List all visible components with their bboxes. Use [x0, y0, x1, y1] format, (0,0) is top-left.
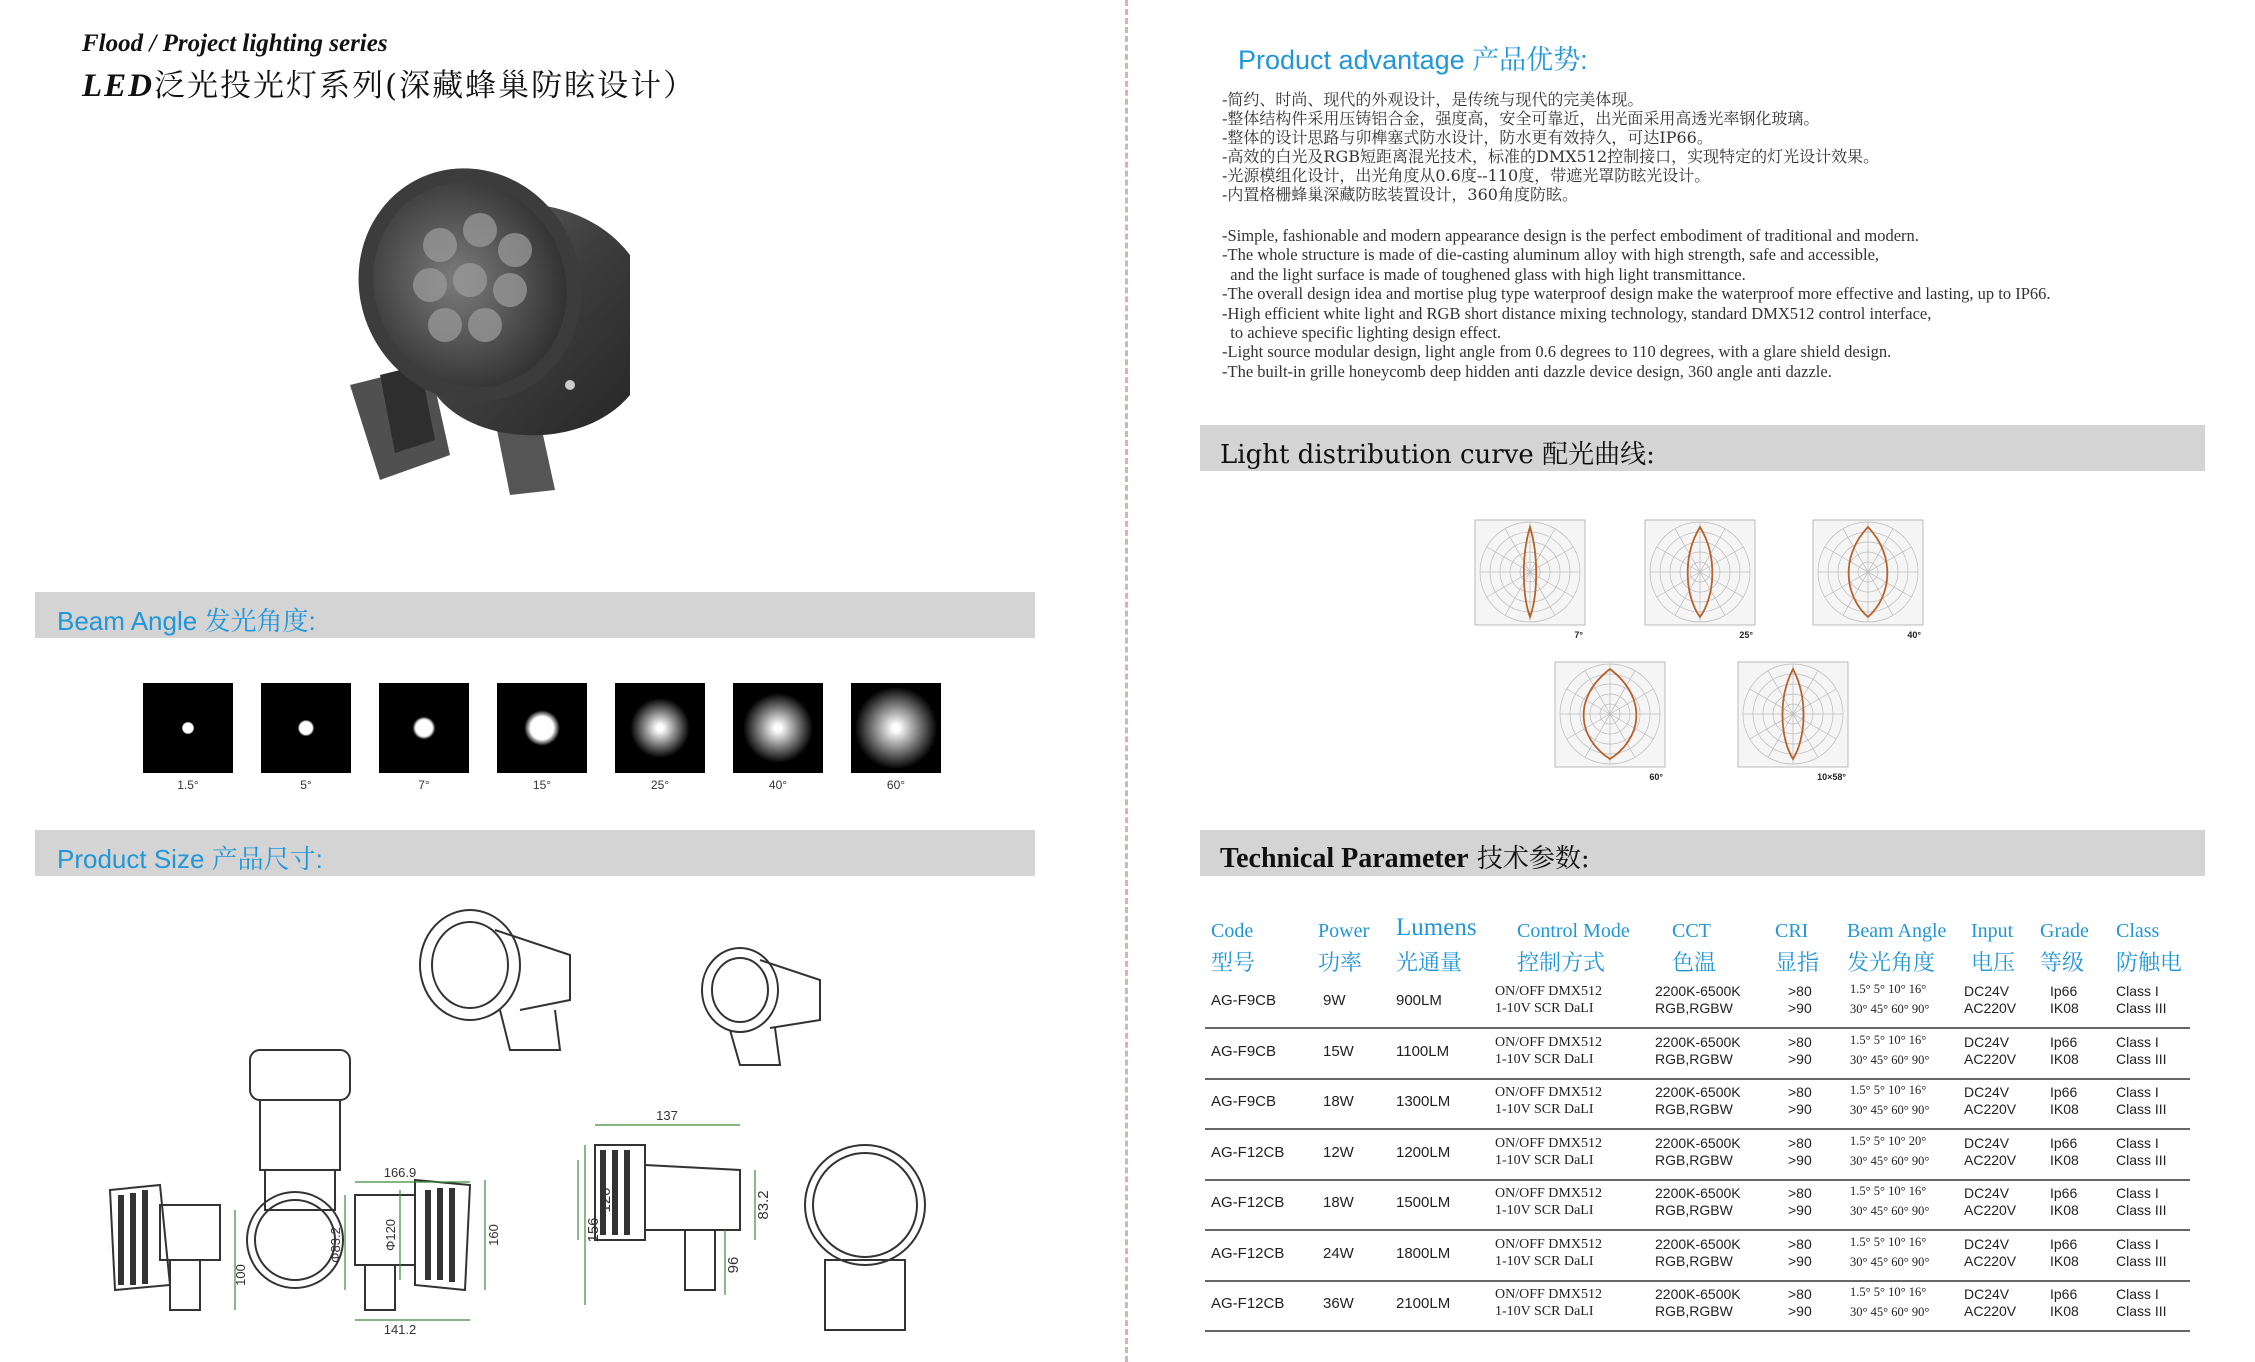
table-header-cn: 光通量	[1396, 951, 1463, 976]
cell-cri-2: >90	[1788, 1252, 1812, 1269]
cell-grade-2: IK08	[2050, 1101, 2079, 1117]
cell-class-1: Class I	[2116, 983, 2159, 999]
cell-beam-1: 1.5° 5° 10° 16°	[1850, 1184, 1927, 1198]
polar-curve-4	[1728, 652, 1858, 787]
cell-cct-1: 2200K-6500K	[1655, 1235, 1741, 1252]
polar-curve-label: 7°	[1574, 630, 1583, 640]
cell-control-2: 1-10V SCR DaLI	[1495, 1001, 1594, 1016]
beam-sample-label: 25°	[650, 778, 670, 792]
cell-input-1: DC24V	[1964, 1084, 2010, 1100]
beam-sample-0	[143, 683, 233, 773]
cell-cri-2: >90	[1788, 1151, 1812, 1168]
cell-cri-2: >90	[1788, 1202, 1812, 1218]
cell-input-1: DC24V	[1964, 1033, 2010, 1050]
product-size-title	[57, 839, 323, 876]
cell-grade-1: Ip66	[2050, 1033, 2078, 1050]
beam-sample-label: 1.5°	[177, 778, 199, 792]
cell-beam-1: 1.5° 5° 10° 16°	[1850, 1032, 1927, 1047]
cell-input-1: DC24V	[1964, 1185, 2010, 1201]
beam-sample-5	[733, 683, 823, 773]
advantage-cn-item: -整体结构件采用压铸铝合金，强度高，安全可靠近，出光面采用高透光率钢化玻璃。	[1222, 109, 1820, 128]
cell-power: 36W	[1323, 1295, 1354, 1312]
cell-lumens: 1300LM	[1396, 1093, 1451, 1110]
cell-class-2: Class III	[2116, 1101, 2167, 1117]
cell-beam-2: 30° 45° 60° 90°	[1850, 1254, 1930, 1269]
cell-cri-1: >80	[1788, 1185, 1812, 1201]
table-header-en: CRI	[1775, 920, 1809, 942]
cell-lumens: 1100LM	[1396, 1042, 1450, 1060]
advantage-en-item: to achieve specific lighting design effect.	[1222, 323, 1502, 343]
cell-power: 18W	[1323, 1093, 1354, 1110]
table-header-cn: 色温	[1672, 951, 1717, 976]
dim-phi-83-2: Φ83.2	[328, 1227, 343, 1263]
cell-lumens: 2100LM	[1396, 1295, 1451, 1312]
cell-control-1: ON/OFF DMX512	[1495, 1034, 1602, 1050]
advantage-cn-item: -光源模组化设计，出光角度从0.6度--110度，带遮光罩防眩光设计。	[1222, 166, 1711, 185]
beam-angle-title	[57, 601, 316, 638]
cell-input-1: DC24V	[1964, 1286, 2010, 1302]
dim-137: 137	[656, 1108, 678, 1123]
polar-curve-2	[1803, 510, 1933, 645]
dim-83-2: 83.2	[755, 1190, 772, 1220]
cell-class-2: Class III	[2116, 1050, 2167, 1067]
polar-curve-label: 40°	[1907, 630, 1921, 640]
cell-input-1: DC24V	[1964, 1134, 2010, 1151]
series-title-cn-text: 泛光投光灯系列(深藏蜂巢防眩设计）	[154, 68, 697, 104]
cell-control-1: ON/OFF DMX512	[1495, 984, 1602, 999]
cell-input-1: DC24V	[1964, 983, 2010, 999]
light-distribution-title-cn: 配光曲线:	[1542, 440, 1655, 470]
advantage-title-en: Product advantage	[1238, 45, 1465, 75]
cell-code: AG-F12CB	[1211, 1194, 1285, 1211]
advantage-en-item: -Light source modular design, light angle from 0.6 degrees to 110 degrees, with a glare shield design.	[1222, 342, 1892, 362]
cell-cri-1: >80	[1788, 1134, 1812, 1151]
beam-angle-title-en: Beam Angle	[57, 606, 198, 636]
cell-grade-2: IK08	[2050, 1303, 2079, 1319]
cell-cct-1: 2200K-6500K	[1655, 1185, 1741, 1201]
table-header-cn: 电压	[1971, 951, 2016, 976]
cell-cct-1: 2200K-6500K	[1655, 983, 1741, 999]
cell-cct-1: 2200K-6500K	[1655, 1286, 1741, 1302]
advantage-en-item: -Simple, fashionable and modern appearance design is the perfect embodiment of traditional and modern.	[1222, 226, 1919, 245]
cell-control-2: 1-10V SCR DaLI	[1495, 1051, 1594, 1067]
beam-angle-title-cn: 发光角度:	[204, 606, 316, 636]
cell-grade-1: Ip66	[2050, 983, 2078, 999]
table-header-en: Class	[2116, 920, 2160, 942]
product-size-title-cn: 产品尺寸:	[211, 844, 323, 874]
dim-166-9: 166.9	[383, 1165, 417, 1180]
cell-class-1: Class I	[2116, 1033, 2159, 1050]
cell-lumens: 1500LM	[1396, 1194, 1451, 1211]
advantage-en-item: -The built-in grille honeycomb deep hidden anti dazzle device design, 360 angle anti dazzle.	[1222, 361, 1832, 381]
cell-cri-2: >90	[1788, 1101, 1812, 1117]
series-title-en: Flood / Project lighting series	[82, 30, 388, 57]
advantage-title-cn: 产品优势:	[1472, 45, 1588, 75]
cell-beam-2: 30° 45° 60° 90°	[1850, 1153, 1930, 1168]
cell-cri-1: >80	[1788, 1084, 1812, 1100]
cell-cct-2: RGB,RGBW	[1655, 1151, 1733, 1168]
technical-parameter-title	[1220, 838, 1590, 875]
cell-code: AG-F9CB	[1211, 1042, 1277, 1060]
cell-grade-1: Ip66	[2050, 1235, 2078, 1252]
cell-class-2: Class III	[2116, 1252, 2167, 1269]
dim-160: 160	[486, 1224, 501, 1246]
table-header-en: CCT	[1672, 920, 1711, 942]
cell-class-1: Class I	[2116, 1286, 2159, 1302]
cell-class-1: Class I	[2116, 1084, 2159, 1100]
cell-cri-1: >80	[1788, 1286, 1812, 1302]
table-header-cn: 发光角度	[1847, 951, 1936, 976]
advantage-cn-item: -整体的设计思路与卯榫塞式防水设计，防水更有效持久，可达IP66。	[1222, 128, 1713, 147]
cell-grade-1: Ip66	[2050, 1134, 2078, 1151]
advantage-cn-item: -内置格栅蜂巢深藏防眩装置设计，360角度防眩。	[1222, 185, 1578, 204]
cell-class-1: Class I	[2116, 1134, 2159, 1151]
table-header-en: Control Mode	[1517, 920, 1630, 942]
product-size-drawings	[100, 900, 1040, 1345]
cell-grade-2: IK08	[2050, 1202, 2079, 1218]
beam-sample-label: 7°	[418, 778, 430, 792]
table-header-en: Input	[1971, 920, 2014, 942]
cell-input-2: AC220V	[1964, 1252, 2017, 1269]
cell-control-2: 1-10V SCR DaLI	[1495, 1304, 1594, 1319]
page-divider	[1125, 0, 1128, 1362]
cell-lumens: 1200LM	[1396, 1143, 1451, 1161]
technical-parameter-title-cn: 技术参数:	[1476, 844, 1590, 874]
advantage-en-item: -The whole structure is made of die-casting aluminum alloy with high strength, safe and accessible,	[1222, 245, 1880, 265]
series-title-cn	[82, 60, 696, 105]
dim-phi-120: Φ120	[383, 1218, 398, 1252]
cell-cct-2: RGB,RGBW	[1655, 1101, 1733, 1117]
cell-power: 24W	[1323, 1244, 1354, 1262]
cell-control-2: 1-10V SCR DaLI	[1495, 1203, 1594, 1218]
table-header-en: Grade	[2040, 920, 2089, 942]
polar-curve-label: 60°	[1649, 772, 1663, 782]
cell-control-1: ON/OFF DMX512	[1495, 1085, 1602, 1100]
table-header-cn: 防触电	[2116, 951, 2183, 976]
advantage-title	[1238, 38, 1588, 77]
cell-beam-2: 30° 45° 60° 90°	[1850, 1305, 1930, 1319]
beam-sample-6	[851, 683, 941, 773]
cell-lumens: 900LM	[1396, 992, 1442, 1009]
beam-sample-3	[497, 683, 587, 773]
cell-control-2: 1-10V SCR DaLI	[1495, 1152, 1594, 1168]
cell-input-2: AC220V	[1964, 1050, 2017, 1067]
cell-power: 18W	[1323, 1194, 1354, 1211]
cell-grade-1: Ip66	[2050, 1185, 2078, 1201]
beam-sample-1	[261, 683, 351, 773]
beam-sample-label: 60°	[886, 778, 906, 792]
dim-156: 156	[585, 1217, 602, 1243]
cell-control-2: 1-10V SCR DaLI	[1495, 1253, 1594, 1269]
beam-sample-4	[615, 683, 705, 773]
cell-grade-1: Ip66	[2050, 1286, 2078, 1302]
light-distribution-title-en: Light distribution curve	[1220, 440, 1534, 470]
cell-cri-1: >80	[1788, 1033, 1812, 1050]
cell-cct-1: 2200K-6500K	[1655, 1084, 1741, 1100]
light-distribution-title	[1220, 434, 1655, 471]
cell-beam-2: 30° 45° 60° 90°	[1850, 1204, 1930, 1218]
table-header-cn: 等级	[2040, 951, 2085, 976]
table-header-cn: 功率	[1318, 951, 1363, 976]
polar-curve-1	[1635, 510, 1765, 645]
polar-curve-0	[1465, 510, 1595, 645]
cell-class-2: Class III	[2116, 1202, 2167, 1218]
advantage-cn-item: -简约、时尚、现代的外观设计，是传统与现代的完美体现。	[1222, 90, 1644, 109]
dim-120: 120	[597, 1187, 614, 1213]
table-header-en: Beam Angle	[1847, 920, 1947, 942]
beam-sample-label: 40°	[768, 778, 788, 792]
cell-cct-2: RGB,RGBW	[1655, 1000, 1733, 1016]
cell-beam-1: 1.5° 5° 10° 16°	[1850, 1285, 1927, 1299]
cell-control-1: ON/OFF DMX512	[1495, 1135, 1602, 1151]
cell-cri-1: >80	[1788, 983, 1812, 999]
polar-curve-label: 25°	[1739, 630, 1753, 640]
cell-cct-2: RGB,RGBW	[1655, 1252, 1733, 1269]
cell-class-1: Class I	[2116, 1235, 2159, 1252]
cell-code: AG-F12CB	[1211, 1143, 1285, 1161]
cell-cri-2: >90	[1788, 1000, 1812, 1016]
cell-cct-2: RGB,RGBW	[1655, 1303, 1733, 1319]
cell-grade-2: IK08	[2050, 1151, 2079, 1168]
cell-lumens: 1800LM	[1396, 1244, 1451, 1262]
cell-class-2: Class III	[2116, 1303, 2167, 1319]
dim-96: 96	[725, 1256, 742, 1274]
table-header-en: Lumens	[1396, 914, 1477, 941]
product-photo	[340, 135, 660, 505]
cell-class-2: Class III	[2116, 1000, 2167, 1016]
polar-curve-label: 10×58°	[1817, 772, 1846, 782]
cell-cri-1: >80	[1788, 1235, 1812, 1252]
beam-sample-2	[379, 683, 469, 773]
cell-control-1: ON/OFF DMX512	[1495, 1287, 1602, 1302]
dim-100: 100	[233, 1264, 248, 1286]
cell-cct-2: RGB,RGBW	[1655, 1202, 1733, 1218]
cell-beam-1: 1.5° 5° 10° 16°	[1850, 1234, 1927, 1249]
cell-input-2: AC220V	[1964, 1101, 2017, 1117]
cell-control-1: ON/OFF DMX512	[1495, 1186, 1602, 1201]
technical-parameter-title-en: Technical Parameter	[1220, 843, 1469, 874]
cell-class-2: Class III	[2116, 1151, 2167, 1168]
dim-141-2: 141.2	[383, 1322, 417, 1337]
advantage-en-item: -High efficient white light and RGB short distance mixing technology, standard DMX512 control interface,	[1222, 303, 1932, 323]
cell-cct-1: 2200K-6500K	[1655, 1033, 1741, 1050]
cell-cri-2: >90	[1788, 1303, 1812, 1319]
cell-class-1: Class I	[2116, 1185, 2159, 1201]
cell-beam-2: 30° 45° 60° 90°	[1850, 1002, 1930, 1016]
series-prefix: LED	[82, 68, 154, 104]
cell-code: AG-F12CB	[1211, 1244, 1285, 1262]
cell-cct-2: RGB,RGBW	[1655, 1050, 1733, 1067]
cell-input-2: AC220V	[1964, 1000, 2017, 1016]
table-header-en: Code	[1211, 920, 1254, 942]
cell-grade-2: IK08	[2050, 1000, 2079, 1016]
advantage-cn-list	[1222, 90, 1879, 204]
advantage-cn-item: -高效的白光及RGB短距离混光技术，标准的DMX512控制接口，实现特定的灯光设计效果。	[1222, 147, 1880, 166]
cell-cri-2: >90	[1788, 1050, 1812, 1067]
product-size-title-en: Product Size	[57, 844, 205, 874]
table-header-en: Power	[1318, 920, 1370, 942]
table-header-cn: 控制方式	[1517, 951, 1606, 976]
advantage-en-item: -The overall design idea and mortise plug type waterproof design make the waterproof more effective and lasting, up to IP66.	[1222, 284, 2051, 304]
cell-beam-2: 30° 45° 60° 90°	[1850, 1103, 1930, 1117]
cell-grade-2: IK08	[2050, 1050, 2079, 1067]
polar-curve-3	[1545, 652, 1675, 787]
cell-beam-1: 1.5° 5° 10° 16°	[1850, 982, 1927, 996]
beam-sample-label: 5°	[300, 778, 312, 792]
table-header-cn: 型号	[1211, 951, 1256, 976]
cell-beam-1: 1.5° 5° 10° 16°	[1850, 1083, 1927, 1097]
cell-input-1: DC24V	[1964, 1235, 2010, 1252]
cell-control-1: ON/OFF DMX512	[1495, 1236, 1602, 1252]
advantage-en-item: and the light surface is made of toughened glass with high light transmittance.	[1222, 264, 1746, 284]
cell-control-2: 1-10V SCR DaLI	[1495, 1102, 1594, 1117]
cell-input-2: AC220V	[1964, 1202, 2017, 1218]
cell-input-2: AC220V	[1964, 1303, 2017, 1319]
beam-sample-label: 15°	[532, 778, 552, 792]
cell-code: AG-F9CB	[1211, 992, 1277, 1009]
cell-grade-1: Ip66	[2050, 1084, 2078, 1100]
cell-code: AG-F9CB	[1211, 1093, 1277, 1110]
table-header-cn: 显指	[1775, 951, 1820, 976]
cell-power: 9W	[1323, 992, 1346, 1009]
cell-input-2: AC220V	[1964, 1151, 2017, 1168]
cell-grade-2: IK08	[2050, 1252, 2079, 1269]
cell-code: AG-F12CB	[1211, 1295, 1285, 1312]
cell-power: 12W	[1323, 1143, 1354, 1161]
cell-cct-1: 2200K-6500K	[1655, 1134, 1741, 1151]
advantage-en-list	[1222, 226, 2051, 381]
cell-beam-1: 1.5° 5° 10° 20°	[1850, 1133, 1927, 1148]
cell-beam-2: 30° 45° 60° 90°	[1850, 1052, 1930, 1067]
cell-power: 15W	[1323, 1042, 1354, 1060]
